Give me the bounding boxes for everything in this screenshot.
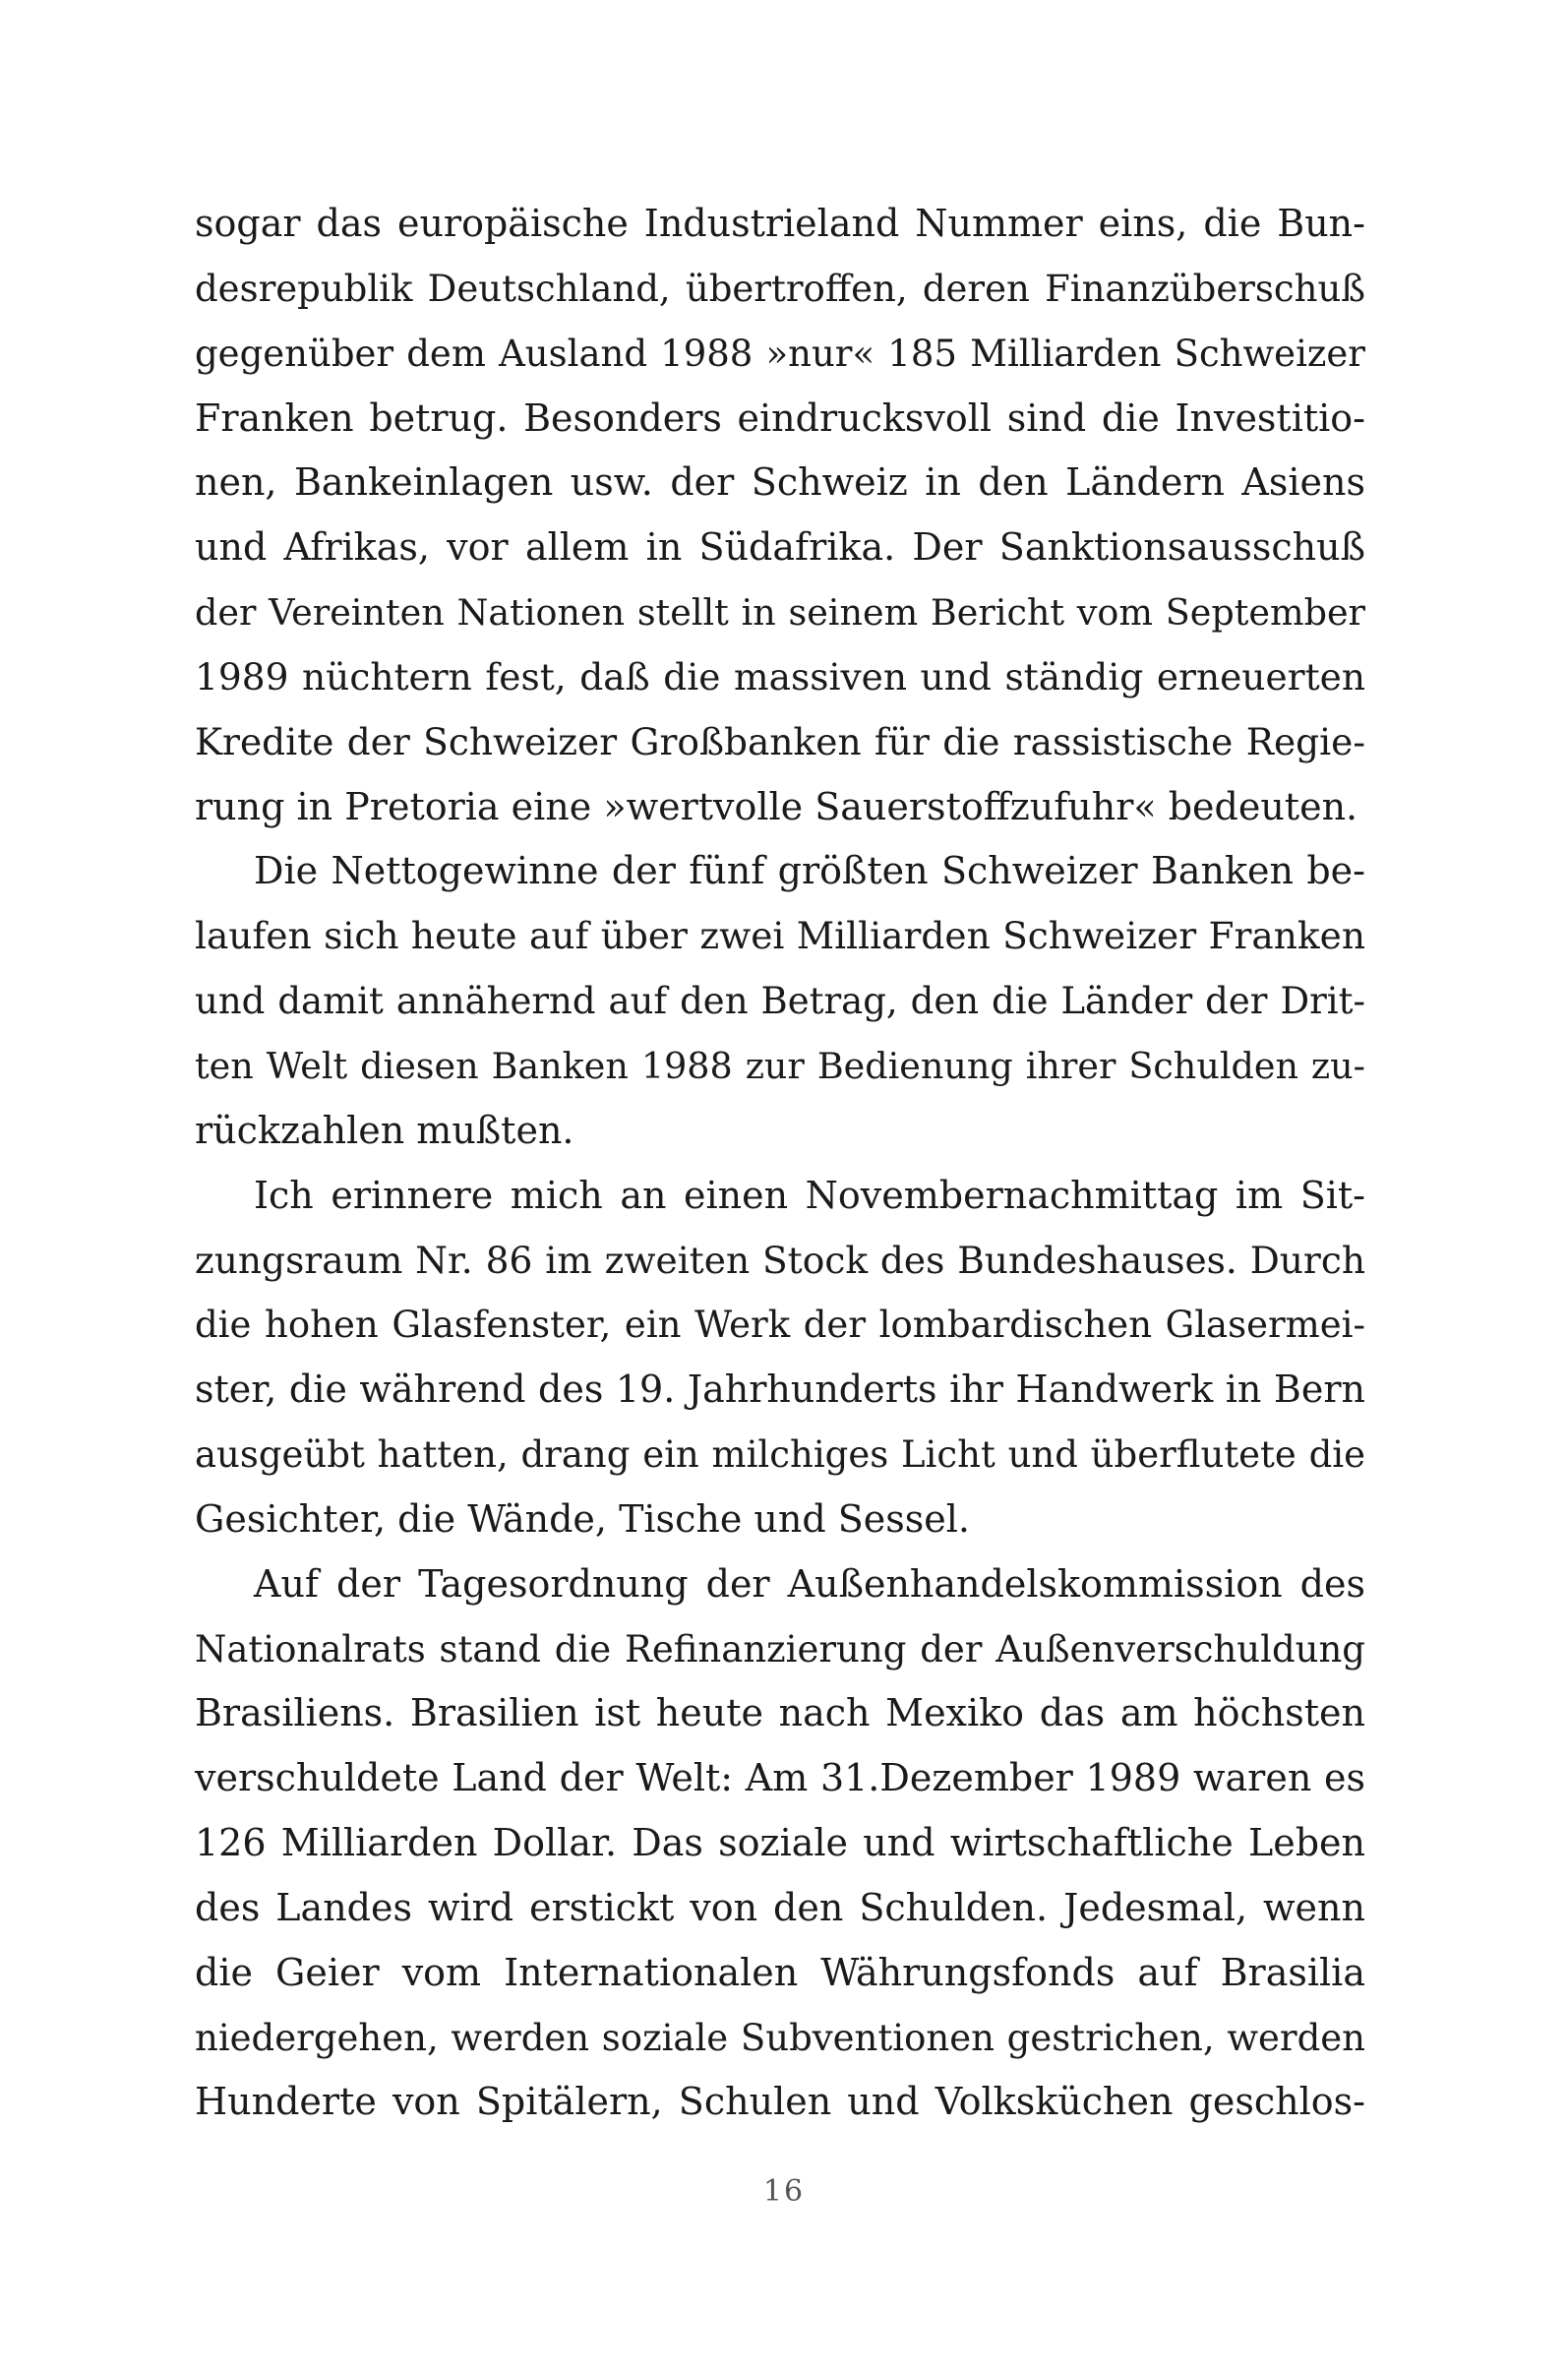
text-line: Nationalrats stand die Refinanzierung der Außenverschuldung — [195, 1627, 1365, 1671]
text-line: 126 Milliarden Dollar. Das soziale und wirtschaftliche Leben — [195, 1821, 1365, 1865]
text-line: Gesichter, die Wände, Tische und Sessel. — [195, 1496, 970, 1541]
text-line: und Afrikas, vor allem in Südafrika. Der Sanktionsausschuß — [195, 525, 1365, 570]
text-line: Franken betrug. Besonders eindrucksvoll sind die Investitio- — [195, 395, 1365, 440]
text-line: Brasiliens. Brasilien ist heute nach Mexiko das am höchsten — [195, 1691, 1365, 1735]
text-line: Kredite der Schweizer Großbanken für die rassistische Regie- — [195, 719, 1365, 763]
text-line: desrepublik Deutschland, übertroffen, deren Finanzüberschuß — [195, 267, 1365, 310]
text-line: Auf der Tagesordnung der Außenhandelskommission des — [254, 1561, 1365, 1606]
text-line: Hunderte von Spitälern, Schulen und Volksküchen geschlos- — [195, 2080, 1365, 2124]
text-line: nen, Bankeinlagen usw. der Schweiz in den Ländern Asiens — [195, 460, 1365, 505]
text-line: rückzahlen mußten. — [195, 1108, 574, 1152]
text-line: zungsraum Nr. 86 im zweiten Stock des Bundeshauses. Durch — [195, 1238, 1365, 1282]
text-line: niedergehen, werden soziale Subventionen gestrichen, werden — [195, 2016, 1365, 2059]
text-line: und damit annähernd auf den Betrag, den die Länder der Drit- — [195, 980, 1365, 1023]
text-line: ster, die während des 19. Jahrhunderts ihr Handwerk in Bern — [195, 1367, 1365, 1412]
text-line: Die Nettogewinne der fünf größten Schweizer Banken be- — [254, 849, 1365, 893]
text-line: des Landes wird erstickt von den Schulden. Jedesmal, wenn — [195, 1885, 1365, 1929]
page-number: 16 — [762, 2174, 806, 2209]
text-line: der Vereinten Nationen stellt in seinem Bericht vom September — [195, 591, 1365, 635]
text-line: ten Welt diesen Banken 1988 zur Bedienung ihrer Schulden zu- — [195, 1044, 1365, 1087]
text-line: laufen sich heute auf über zwei Milliarden Schweizer Franken — [195, 914, 1365, 958]
text-line: sogar das europäische Industrieland Nummer eins, die Bun- — [195, 202, 1365, 245]
text-line: die hohen Glasfenster, ein Werk der lombardischen Glasermei- — [195, 1304, 1365, 1347]
text-line: gegenüber dem Ausland 1988 »nur« 185 Milliarden Schweizer — [195, 332, 1365, 375]
text-line: rung in Pretoria eine »wertvolle Sauerstoffzufuhr« bedeuten. — [195, 784, 1358, 828]
text-line: die Geier vom Internationalen Währungsfonds auf Brasilia — [195, 1950, 1365, 1994]
text-line: verschuldete Land der Welt: Am 31.Dezember 1989 waren es — [195, 1756, 1365, 1800]
text-line: 1989 nüchtern fest, daß die massiven und ständig erneuerten — [195, 654, 1365, 699]
body-text — [195, 192, 1365, 2135]
text-line: ausgeübt hatten, drang ein milchiges Licht und überflutete die — [195, 1433, 1365, 1477]
text-line: Ich erinnere mich an einen Novembernachmittag im Sit- — [254, 1173, 1365, 1217]
